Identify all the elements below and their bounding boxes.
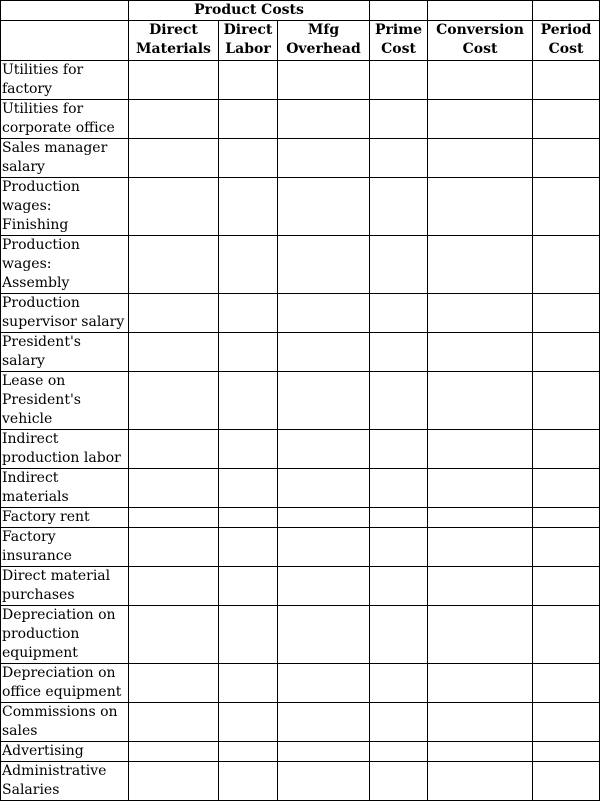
table-row — [1, 567, 600, 606]
answer-cell-prime-cost[interactable] — [370, 430, 428, 469]
cost-item-label-line: Commissions on — [2, 704, 118, 720]
answer-cell-period-cost[interactable] — [533, 139, 600, 178]
answer-cell-direct-materials[interactable] — [129, 372, 219, 430]
table-row — [1, 178, 600, 236]
cost-item-label — [1, 742, 129, 762]
cost-item-label — [1, 762, 129, 801]
answer-cell-period-cost[interactable] — [533, 762, 600, 801]
cost-item-label-line: sales — [2, 723, 38, 739]
answer-cell-conversion-cost[interactable] — [428, 742, 533, 762]
answer-cell-period-cost[interactable] — [533, 664, 600, 703]
cost-item-label-line: President's salary — [2, 334, 81, 369]
cost-item-label-line: Utilities for — [2, 62, 84, 78]
answer-cell-direct-materials[interactable] — [129, 294, 219, 333]
answer-cell-direct-labor[interactable] — [219, 178, 278, 236]
blank-header-cell — [1, 21, 129, 61]
cost-item-label — [1, 703, 129, 742]
answer-cell-direct-materials[interactable] — [129, 664, 219, 703]
cost-item-label — [1, 469, 129, 508]
answer-cell-direct-materials[interactable] — [129, 703, 219, 742]
answer-cell-direct-materials[interactable] — [129, 61, 219, 100]
answer-cell-period-cost[interactable] — [533, 430, 600, 469]
answer-cell-direct-materials[interactable] — [129, 606, 219, 664]
cost-item-label — [1, 100, 129, 139]
cost-item-label-line: Advertising — [2, 743, 84, 759]
cost-item-label — [1, 333, 129, 372]
answer-cell-mfg-overhead[interactable] — [278, 664, 370, 703]
answer-cell-direct-labor[interactable] — [219, 139, 278, 178]
answer-cell-conversion-cost[interactable] — [428, 333, 533, 372]
answer-cell-mfg-overhead[interactable] — [278, 469, 370, 508]
cost-item-label-line: Assembly — [2, 275, 70, 291]
answer-cell-direct-labor[interactable] — [219, 236, 278, 294]
answer-cell-direct-materials[interactable] — [129, 178, 219, 236]
answer-cell-prime-cost[interactable] — [370, 294, 428, 333]
answer-cell-conversion-cost[interactable] — [428, 703, 533, 742]
answer-cell-direct-materials[interactable] — [129, 508, 219, 528]
cost-item-label-line: Sales manager — [2, 140, 108, 156]
answer-cell-conversion-cost[interactable] — [428, 567, 533, 606]
table-row — [1, 430, 600, 469]
column-header-conversion-cost: Conversion Cost — [428, 21, 533, 61]
answer-cell-mfg-overhead[interactable] — [278, 528, 370, 567]
answer-cell-mfg-overhead[interactable] — [278, 606, 370, 664]
blank-header-cell — [370, 1, 428, 21]
answer-cell-mfg-overhead[interactable] — [278, 567, 370, 606]
cost-item-label-line: Factory insurance — [2, 529, 72, 564]
group-header-row — [1, 1, 600, 21]
answer-cell-mfg-overhead[interactable] — [278, 742, 370, 762]
answer-cell-direct-labor[interactable] — [219, 664, 278, 703]
answer-cell-direct-materials[interactable] — [129, 469, 219, 508]
cost-item-label-line: Depreciation on — [2, 607, 116, 623]
cost-item-label — [1, 664, 129, 703]
cost-item-label-line: equipment — [2, 645, 78, 661]
answer-cell-direct-materials[interactable] — [129, 528, 219, 567]
answer-cell-conversion-cost[interactable] — [428, 664, 533, 703]
answer-cell-mfg-overhead[interactable] — [278, 508, 370, 528]
answer-cell-direct-materials[interactable] — [129, 139, 219, 178]
answer-cell-conversion-cost[interactable] — [428, 430, 533, 469]
answer-cell-direct-labor[interactable] — [219, 703, 278, 742]
answer-cell-prime-cost[interactable] — [370, 100, 428, 139]
column-header-row — [1, 21, 600, 61]
table-row — [1, 703, 600, 742]
answer-cell-prime-cost[interactable] — [370, 139, 428, 178]
answer-cell-conversion-cost[interactable] — [428, 508, 533, 528]
answer-cell-period-cost[interactable] — [533, 567, 600, 606]
table-row — [1, 61, 600, 100]
answer-cell-direct-materials[interactable] — [129, 567, 219, 606]
cost-item-label — [1, 508, 129, 528]
answer-cell-conversion-cost[interactable] — [428, 139, 533, 178]
cost-item-label — [1, 567, 129, 606]
cost-item-label-line: Indirect materials — [2, 470, 69, 505]
cost-item-label-line: Administrative — [2, 763, 107, 779]
answer-cell-mfg-overhead[interactable] — [278, 333, 370, 372]
answer-cell-period-cost[interactable] — [533, 236, 600, 294]
answer-cell-direct-labor[interactable] — [219, 528, 278, 567]
cost-item-label-line: production — [2, 626, 80, 642]
answer-cell-conversion-cost[interactable] — [428, 236, 533, 294]
answer-cell-mfg-overhead[interactable] — [278, 703, 370, 742]
table-row — [1, 372, 600, 430]
answer-cell-prime-cost[interactable] — [370, 606, 428, 664]
answer-cell-period-cost[interactable] — [533, 100, 600, 139]
answer-cell-period-cost[interactable] — [533, 372, 600, 430]
answer-cell-direct-materials[interactable] — [129, 236, 219, 294]
cost-item-label — [1, 294, 129, 333]
answer-cell-conversion-cost[interactable] — [428, 178, 533, 236]
answer-cell-direct-labor[interactable] — [219, 606, 278, 664]
cost-item-label-line: Indirect — [2, 431, 59, 447]
answer-cell-prime-cost[interactable] — [370, 236, 428, 294]
answer-cell-prime-cost[interactable] — [370, 508, 428, 528]
answer-cell-mfg-overhead[interactable] — [278, 294, 370, 333]
blank-header-cell — [533, 1, 600, 21]
answer-cell-direct-labor[interactable] — [219, 430, 278, 469]
answer-cell-prime-cost[interactable] — [370, 469, 428, 508]
answer-cell-period-cost[interactable] — [533, 61, 600, 100]
product-costs-header: Product Costs — [129, 1, 370, 21]
cost-item-label — [1, 430, 129, 469]
table-row — [1, 664, 600, 703]
answer-cell-period-cost[interactable] — [533, 333, 600, 372]
cost-item-label-line: supervisor salary — [2, 314, 125, 330]
table-row — [1, 742, 600, 762]
cost-item-label-line: factory — [2, 81, 53, 97]
blank-header-cell — [428, 1, 533, 21]
cost-item-label-line: purchases — [2, 587, 75, 603]
answer-cell-period-cost[interactable] — [533, 606, 600, 664]
cost-item-label-line: office equipment — [2, 684, 122, 700]
column-header-period-cost: Period Cost — [533, 21, 600, 61]
table-row — [1, 762, 600, 801]
answer-cell-mfg-overhead[interactable] — [278, 762, 370, 801]
answer-cell-mfg-overhead[interactable] — [278, 61, 370, 100]
column-header-prime-cost: Prime Cost — [370, 21, 428, 61]
cost-item-label-line: Finishing — [2, 217, 69, 233]
cost-item-label-line: President's vehicle — [2, 392, 81, 427]
answer-cell-direct-materials[interactable] — [129, 430, 219, 469]
answer-cell-period-cost[interactable] — [533, 508, 600, 528]
cost-item-label-line: Production wages: — [2, 179, 80, 214]
answer-cell-prime-cost[interactable] — [370, 567, 428, 606]
cost-item-label-line: Depreciation on — [2, 665, 116, 681]
cost-item-label-line: production labor — [2, 450, 121, 466]
table-row — [1, 100, 600, 139]
answer-cell-period-cost[interactable] — [533, 469, 600, 508]
answer-cell-conversion-cost[interactable] — [428, 61, 533, 100]
table-row — [1, 236, 600, 294]
answer-cell-period-cost[interactable] — [533, 294, 600, 333]
answer-cell-direct-materials[interactable] — [129, 742, 219, 762]
answer-cell-direct-labor[interactable] — [219, 762, 278, 801]
cost-item-label-line: Utilities for — [2, 101, 84, 117]
answer-cell-period-cost[interactable] — [533, 742, 600, 762]
answer-cell-direct-materials[interactable] — [129, 333, 219, 372]
answer-cell-direct-labor[interactable] — [219, 742, 278, 762]
cost-item-label-line: Factory rent — [2, 509, 90, 525]
answer-cell-direct-labor[interactable] — [219, 469, 278, 508]
table-row — [1, 294, 600, 333]
table-row — [1, 528, 600, 567]
answer-cell-direct-labor[interactable] — [219, 567, 278, 606]
answer-cell-mfg-overhead[interactable] — [278, 139, 370, 178]
answer-cell-mfg-overhead[interactable] — [278, 100, 370, 139]
answer-cell-period-cost[interactable] — [533, 703, 600, 742]
cost-item-label — [1, 178, 129, 236]
cost-item-label-line: corporate office — [2, 120, 115, 136]
answer-cell-conversion-cost[interactable] — [428, 294, 533, 333]
answer-cell-conversion-cost[interactable] — [428, 528, 533, 567]
column-header-direct-labor: Direct Labor — [219, 21, 278, 61]
cost-item-label — [1, 61, 129, 100]
cost-item-label-line: salary — [2, 159, 45, 175]
cost-item-label-line: Lease on — [2, 373, 66, 389]
answer-cell-prime-cost[interactable] — [370, 372, 428, 430]
answer-cell-direct-labor[interactable] — [219, 100, 278, 139]
corner-cell — [1, 1, 129, 21]
answer-cell-mfg-overhead[interactable] — [278, 236, 370, 294]
answer-cell-mfg-overhead[interactable] — [278, 372, 370, 430]
cost-item-label-line: Production wages: — [2, 237, 80, 272]
column-header-mfg-overhead: Mfg Overhead — [278, 21, 370, 61]
answer-cell-prime-cost[interactable] — [370, 703, 428, 742]
answer-cell-direct-labor[interactable] — [219, 333, 278, 372]
answer-cell-prime-cost[interactable] — [370, 61, 428, 100]
answer-cell-prime-cost[interactable] — [370, 528, 428, 567]
table-row — [1, 333, 600, 372]
answer-cell-conversion-cost[interactable] — [428, 606, 533, 664]
answer-cell-direct-labor[interactable] — [219, 508, 278, 528]
cost-item-label — [1, 606, 129, 664]
answer-cell-conversion-cost[interactable] — [428, 372, 533, 430]
answer-cell-mfg-overhead[interactable] — [278, 430, 370, 469]
answer-cell-prime-cost[interactable] — [370, 742, 428, 762]
answer-cell-direct-materials[interactable] — [129, 100, 219, 139]
answer-cell-direct-labor[interactable] — [219, 294, 278, 333]
table-row — [1, 139, 600, 178]
answer-cell-direct-labor[interactable] — [219, 61, 278, 100]
answer-cell-prime-cost[interactable] — [370, 664, 428, 703]
table-row — [1, 606, 600, 664]
answer-cell-conversion-cost[interactable] — [428, 100, 533, 139]
answer-cell-mfg-overhead[interactable] — [278, 178, 370, 236]
column-header-direct-materials: Direct Materials — [129, 21, 219, 61]
cost-item-label — [1, 139, 129, 178]
answer-cell-direct-materials[interactable] — [129, 762, 219, 801]
answer-cell-period-cost[interactable] — [533, 178, 600, 236]
cost-item-label-line: Direct material — [2, 568, 111, 584]
table-row — [1, 508, 600, 528]
answer-cell-prime-cost[interactable] — [370, 333, 428, 372]
answer-cell-direct-labor[interactable] — [219, 372, 278, 430]
answer-cell-period-cost[interactable] — [533, 528, 600, 567]
answer-cell-conversion-cost[interactable] — [428, 469, 533, 508]
answer-cell-prime-cost[interactable] — [370, 762, 428, 801]
cost-item-label-line: Salaries — [2, 782, 60, 798]
cost-item-label — [1, 372, 129, 430]
cost-item-label — [1, 528, 129, 567]
answer-cell-prime-cost[interactable] — [370, 178, 428, 236]
cost-item-label — [1, 236, 129, 294]
table-row — [1, 469, 600, 508]
answer-cell-conversion-cost[interactable] — [428, 762, 533, 801]
cost-item-label-line: Production — [2, 295, 80, 311]
